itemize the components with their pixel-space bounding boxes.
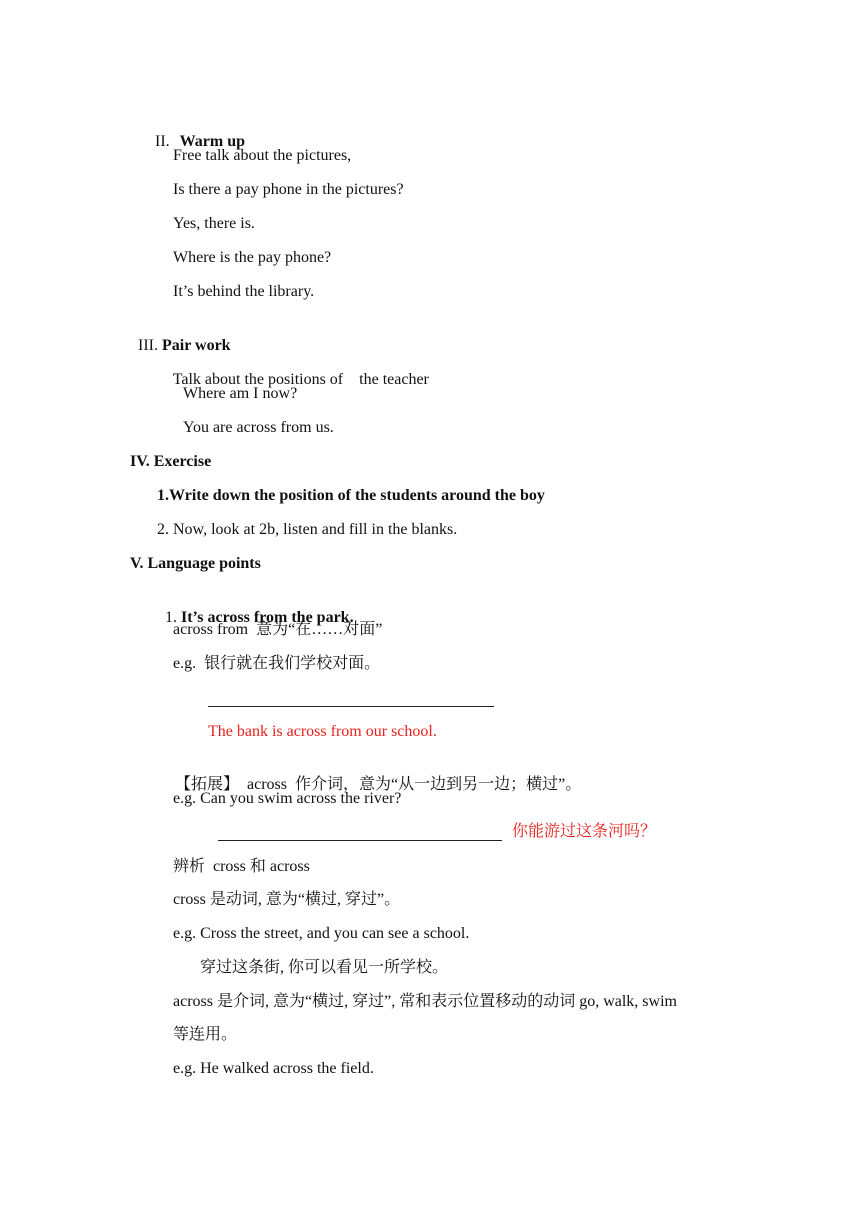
example-line: e.g. Can you swim across the river? [173,790,402,807]
exercise-item-1: 1.Write down the position of the students around the boy [157,487,545,504]
text-line: 等连用。 [173,1026,238,1043]
section-numeral: II. [155,133,170,150]
text-line: across 是介词, 意为“横过, 穿过”, 常和表示位置移动的动词 go, walk, swim [173,993,677,1010]
example-line: e.g. He walked across the field. [173,1060,374,1077]
section-heading-pair-work [130,316,231,354]
text-line: across from 意为“在……对面” [173,621,383,638]
text-line: Where is the pay phone? [173,249,332,266]
text-line: Where am I now? [183,385,298,402]
text-line: 辨析 cross 和 across [173,858,310,875]
answer-line: 你能游过这条河吗？ [512,823,657,840]
language-point-1 [157,588,354,626]
exercise-item-2: 2. Now, look at 2b, listen and fill in the blanks. [157,521,458,538]
text-line: It’s behind the library. [173,283,315,300]
text-line: You are across from us. [183,419,334,436]
expand-text: across 作介词，意为“从一边到另一边；横过”。 [247,776,582,793]
translation-line: 穿过这条街, 你可以看见一所学校。 [200,959,449,976]
section-title: Warm up [179,133,245,150]
intro-part: the teacher [359,371,429,388]
text-line: Is there a pay phone in the pictures? [173,181,404,198]
answer-line: The bank is across from our school. [208,723,437,740]
text-line: Yes, there is. [173,215,255,232]
point-number: 1. [165,609,177,626]
section-heading-exercise: IV. Exercise [130,453,212,470]
expand-tag: 【拓展】 [175,776,240,793]
text-line: cross 是动词, 意为“横过, 穿过”。 [173,891,401,908]
example-line: e.g. 银行就在我们学校对面。 [173,655,381,672]
expand-line [167,755,582,793]
example-line: e.g. Cross the street, and you can see a school. [173,925,470,942]
blank-line [218,840,502,841]
section-numeral: III. [138,337,158,354]
point-text: It’s across from the park. [181,609,354,626]
pair-work-intro [165,350,429,388]
section-title: Pair work [161,337,231,354]
section-heading-language-points: V. Language points [130,555,261,572]
section-heading-warm-up [147,112,245,150]
text-line: Free talk about the pictures, [173,147,352,164]
blank-line [208,706,494,707]
intro-part: Talk about the positions of [172,371,344,388]
